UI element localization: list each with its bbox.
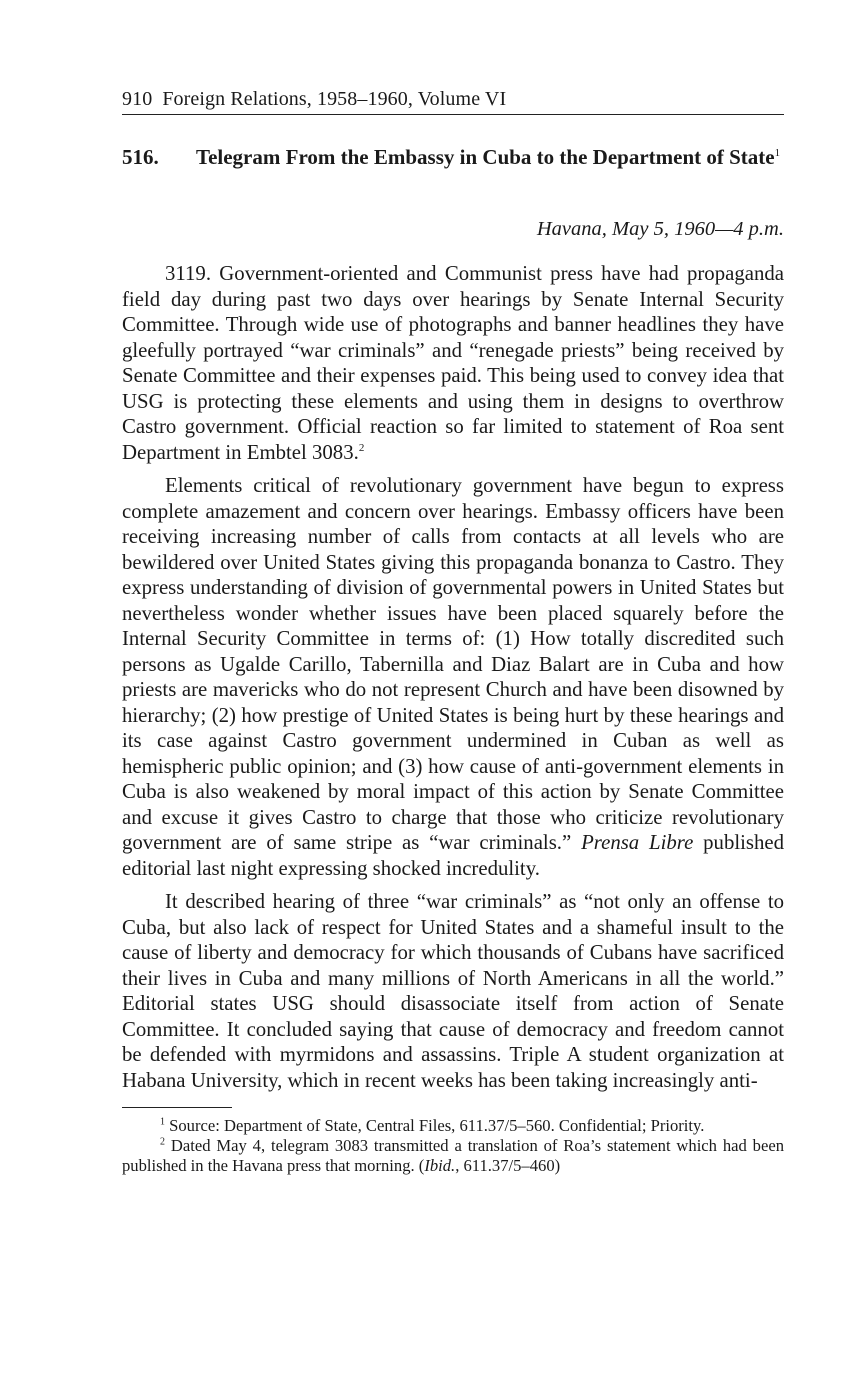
- document-number: 516.: [122, 145, 159, 169]
- footnote-2-text-end: , 611.37/5–460): [455, 1156, 561, 1175]
- dateline: Havana, May 5, 1960—4 p.m.: [536, 218, 784, 240]
- title-footnote-marker: 1: [774, 147, 781, 159]
- newspaper-name: Prensa Libre: [581, 831, 694, 854]
- footnote-2-marker: 2: [160, 1136, 165, 1148]
- document-page: [122, 86, 784, 1176]
- footnote-2-ibid: Ibid.: [424, 1156, 456, 1175]
- telegram-body: [122, 261, 784, 1093]
- paragraph-2-text: Elements critical of revolutionary government have begun to express complete amazement and concern over hearings. Embassy officers have been receiving increasing number of calls from contacts at all levels who are bewildered over United States giving this propaganda bonanza to Castro. They express understanding of division of governmental powers in United States but nevertheless wonder whether issues have been placed squarely before the Internal Security Committee in terms of: (1) How totally discredited such persons as Ugalde Carillo, Tabernilla and Diaz Balart are in Cuba and how priests are mavericks who do not represent Church and have been disowned by hierarchy; (2) how prestige of United States is being hurt by these hearings and its case against Castro government undermined in Cuban as well as hemispheric public opinion; and (3) how cause of anti-government elements in Cuba is also weakened by moral impact of this action by Senate Committee and excuse it gives Castro to charge that those who criticize revolutionary government are of same stripe as “war criminals.”: [122, 474, 784, 854]
- footnote-marker-2: 2: [358, 441, 365, 454]
- paragraph-2-text-end: published editorial last night expressing shocked incredulity.: [122, 831, 785, 880]
- paragraph-2: [122, 473, 784, 881]
- footnotes: [122, 1116, 784, 1176]
- running-header: [122, 86, 784, 115]
- document-title-block: [196, 145, 784, 170]
- page-number: 910: [122, 88, 153, 110]
- document-title: Telegram From the Embassy in Cuba to the Department of State: [196, 145, 775, 169]
- footnote-1-marker: 1: [160, 1116, 165, 1128]
- paragraph-1: [122, 261, 784, 465]
- document-heading: [122, 145, 784, 170]
- footnote-2-text: Dated May 4, telegram 3083 transmitted a translation of Roa’s statement which had been published in the Havana press that morning. (: [122, 1136, 784, 1175]
- paragraph-3: [122, 889, 784, 1093]
- footnote-1-text: Source: Department of State, Central Files, 611.37/5–560. Confidential; Priority.: [169, 1116, 705, 1135]
- paragraph-3-text: It described hearing of three “war criminals” as “not only an offense to Cuba, but also lack of respect for United States and a shameful insult to the cause of liberty and democracy for which thousands of Cubans have sacrificed their lives in Cuba and many millions of North Americans in all the world.” Editorial states USG should disassociate itself from action of Senate Committee. It concluded saying that cause of democracy and freedom cannot be defended with myrmidons and assassins. Triple A student organization at Habana University, which in recent weeks has been taking increasingly anti-: [122, 890, 784, 1092]
- running-title: Foreign Relations, 1958–1960, Volume VI: [162, 88, 507, 110]
- footnote-1: [122, 1116, 784, 1136]
- footnote-2: [122, 1136, 784, 1176]
- footnote-divider: [122, 1107, 232, 1108]
- paragraph-1-text: 3119. Government-oriented and Communist press have had propaganda field day during past two days over hearings by Senate Internal Security Committee. Through wide use of photographs and banner headlines they have gleefully portrayed “war criminals” and “renegade priests” being received by Senate Committee and their expenses paid. This being used to convey idea that USG is protecting these elements and using them in designs to overthrow Castro government. Official reaction so far limited to statement of Roa sent Department in Embtel 3083.: [122, 262, 784, 464]
